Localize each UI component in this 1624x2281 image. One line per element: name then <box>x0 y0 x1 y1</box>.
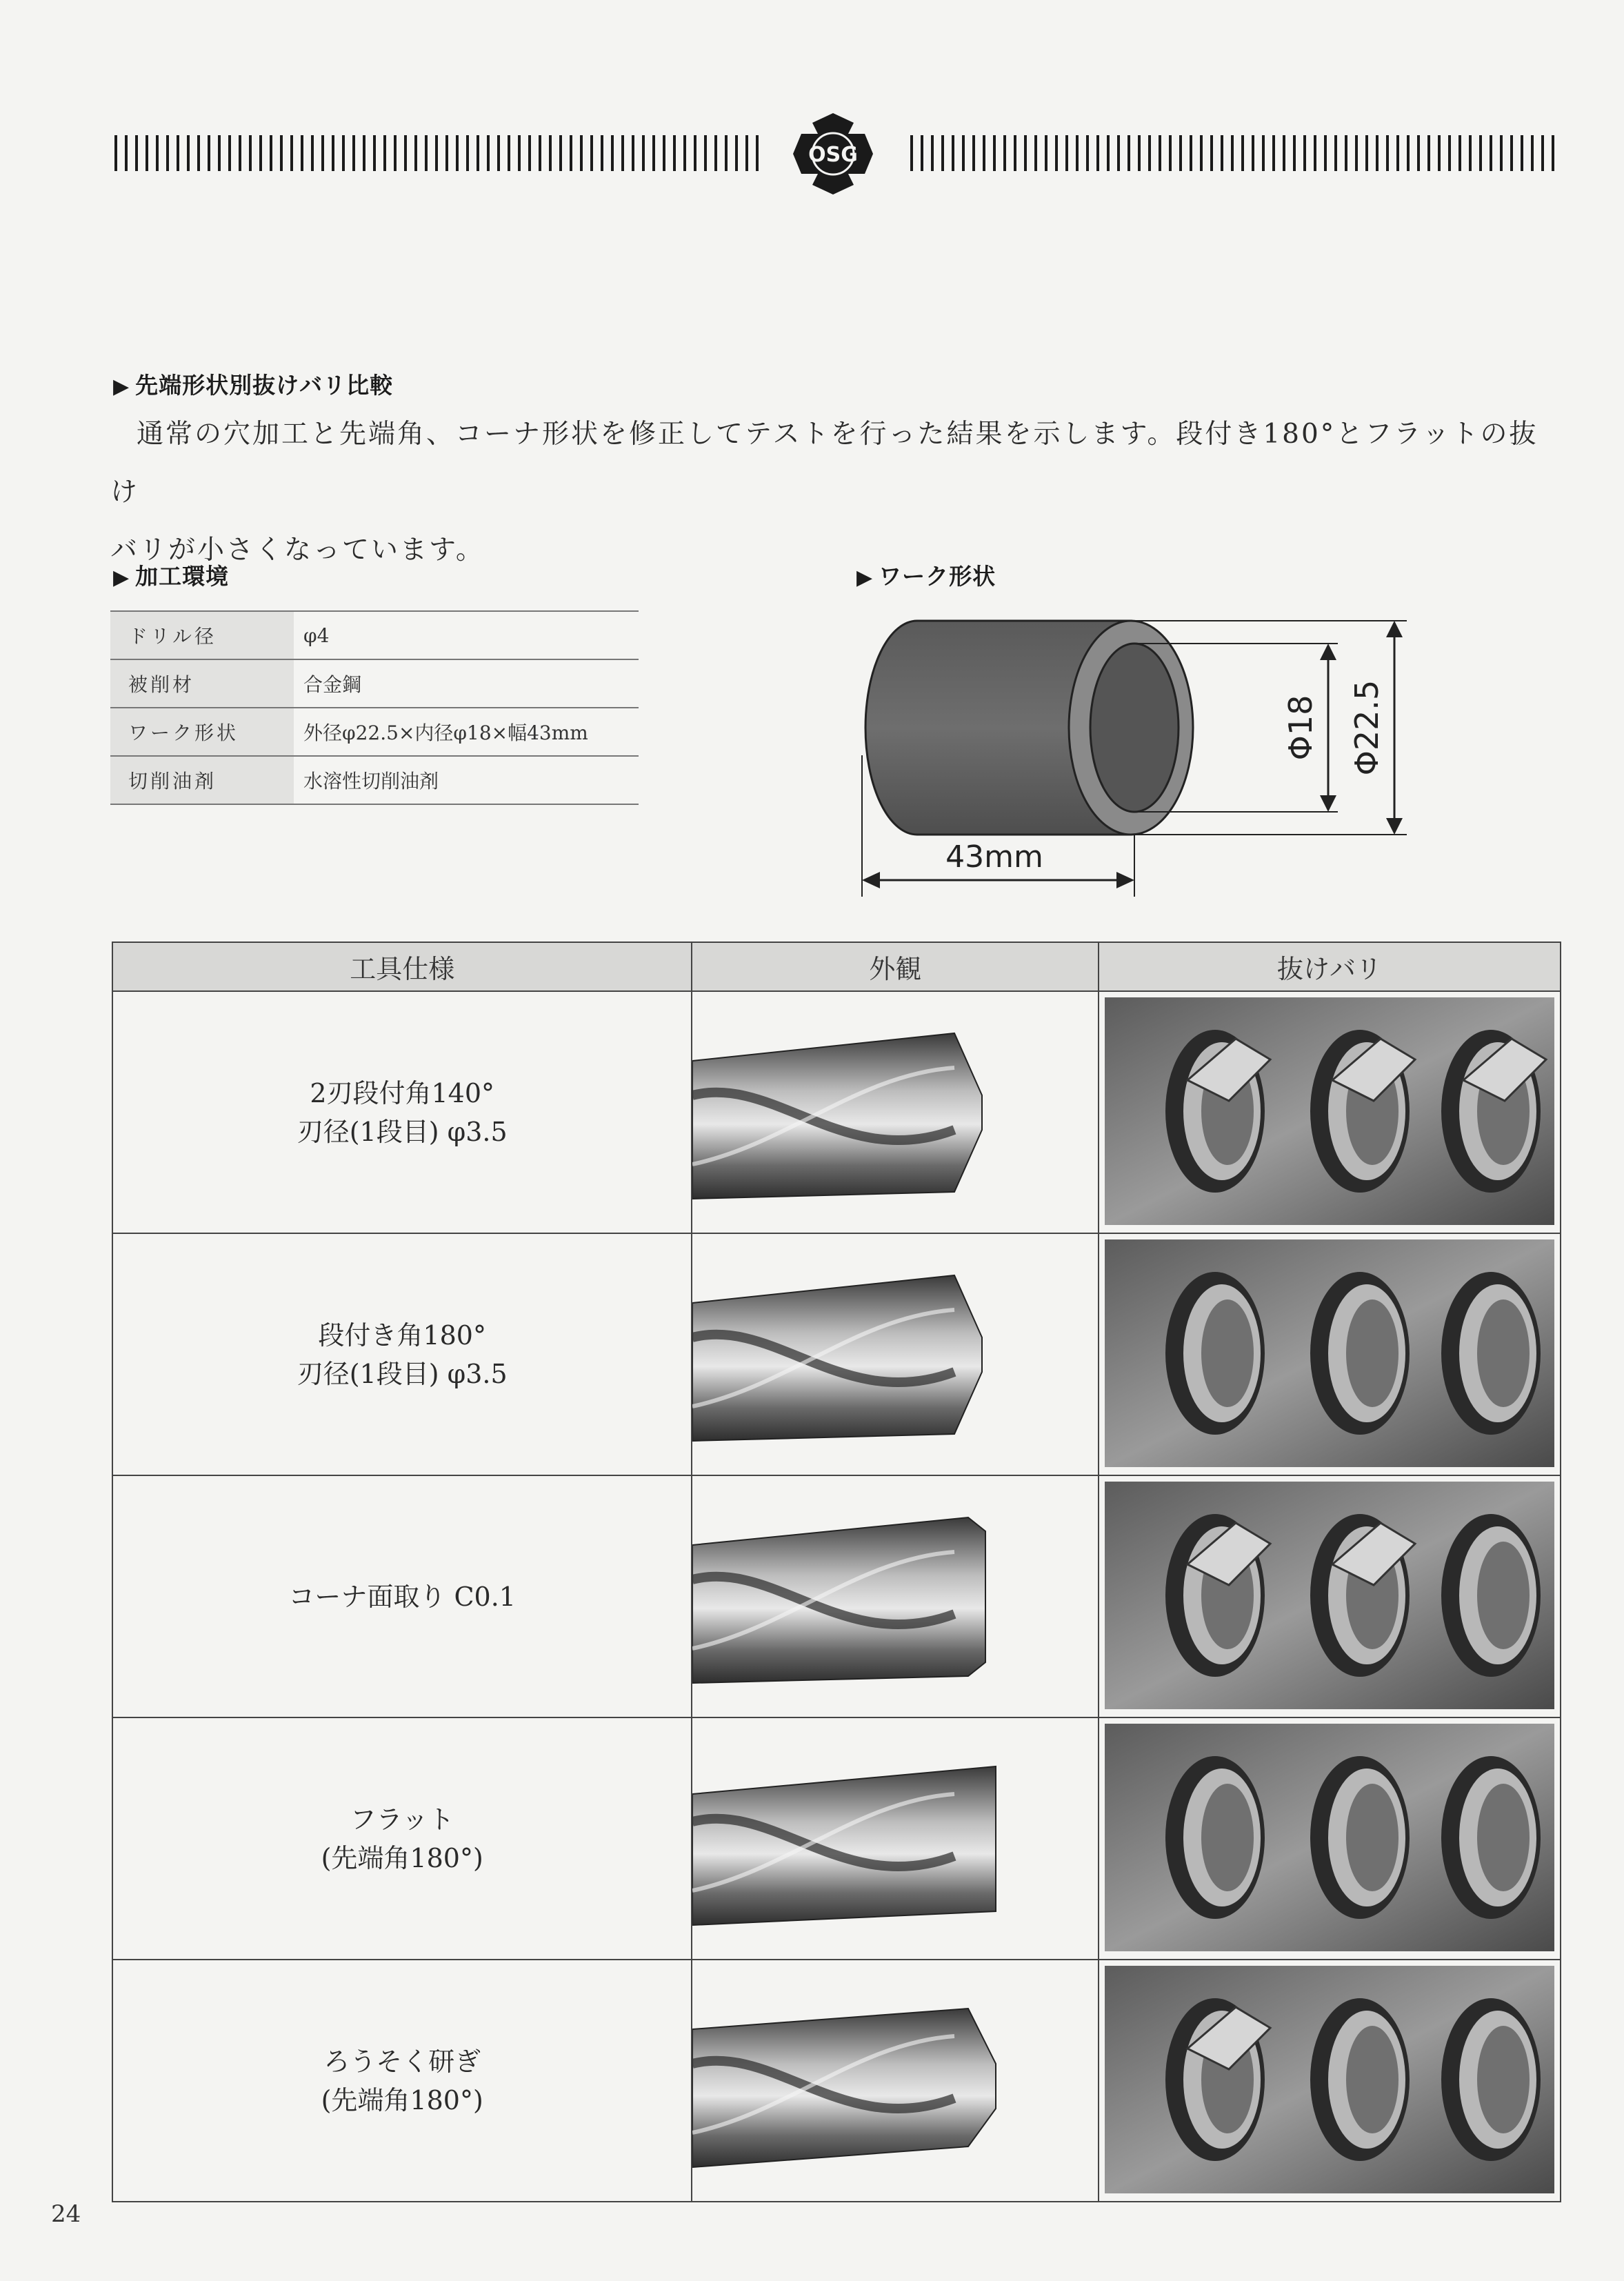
burr-photo <box>1099 1475 1561 1717</box>
drill-appearance-photo <box>692 1717 1099 1960</box>
triangle-icon: ▶ <box>113 566 130 590</box>
table-header-row <box>112 942 1561 991</box>
table-row <box>110 659 639 708</box>
env-key: ワーク形状 <box>110 708 294 756</box>
env-key: 切削油剤 <box>110 756 294 804</box>
spec-line-2: (先端角180°) <box>321 1842 483 1873</box>
drill-appearance-photo <box>692 1233 1099 1475</box>
inner-diameter-label: Φ18 <box>1282 695 1319 761</box>
table-row <box>112 1960 1561 2202</box>
burr-photo <box>1099 991 1561 1233</box>
burr-photo <box>1099 1960 1561 2202</box>
drill-image <box>692 1476 1096 1714</box>
tool-spec-cell <box>112 1960 692 2202</box>
drill-image <box>692 1718 1096 1956</box>
env-value: 外径φ22.5×内径φ18×幅43mm <box>294 708 639 756</box>
env-key: ドリル径 <box>110 611 294 659</box>
intro-line-1: 通常の穴加工と先端角、コーナ形状を修正してテストを行った結果を示します。段付き180°とフラットの抜け <box>110 419 1538 508</box>
table-row <box>112 1475 1561 1717</box>
intro-line-2: バリが小さくなっています。 <box>110 535 485 566</box>
burr-image <box>1105 1966 1554 2193</box>
outer-diameter-label: Φ22.5 <box>1348 679 1385 776</box>
env-value: 水溶性切削油剤 <box>294 756 639 804</box>
drill-image <box>692 1234 1096 1472</box>
spec-line-1: コーナ面取り C0.1 <box>288 1581 516 1612</box>
header-rule-right <box>910 135 1557 171</box>
comparison-table <box>112 942 1561 2202</box>
length-label: 43mm <box>945 839 1043 875</box>
burr-photo <box>1099 1717 1561 1960</box>
spec-line-1: 2刃段付角140° <box>310 1077 495 1108</box>
burr-image <box>1105 1724 1554 1951</box>
table-row <box>110 708 639 756</box>
table-row <box>112 1717 1561 1960</box>
burr-image <box>1105 1239 1554 1467</box>
drill-image <box>692 1960 1096 2198</box>
section-heading-environment: ▶ 加工環境 <box>113 563 230 590</box>
tool-spec-cell <box>112 1233 692 1475</box>
header-tool-spec: 工具仕様 <box>112 942 692 991</box>
spec-line-1: ろうそく研ぎ <box>323 2046 481 2077</box>
section-heading-burr-comparison: ▶ 先端形状別抜けバリ比較 <box>113 372 394 399</box>
tool-spec-cell <box>112 991 692 1233</box>
work-shape-diagram <box>855 607 1427 897</box>
spec-line-2: 刃径(1段目) φ3.5 <box>297 1358 508 1389</box>
intro-paragraph <box>110 406 1565 579</box>
section-heading-work-shape: ▶ ワーク形状 <box>856 563 996 590</box>
tool-spec-cell <box>112 1717 692 1960</box>
drill-appearance-photo <box>692 991 1099 1233</box>
env-key: 被削材 <box>110 659 294 708</box>
spec-line-1: 段付き角180° <box>318 1319 486 1351</box>
spec-line-2: 刃径(1段目) φ3.5 <box>297 1116 508 1147</box>
spec-line-2: (先端角180°) <box>321 2084 483 2115</box>
triangle-icon: ▶ <box>856 566 874 590</box>
header-appearance: 外観 <box>692 942 1099 991</box>
burr-image <box>1105 1482 1554 1709</box>
osg-logo <box>790 110 876 197</box>
drill-appearance-photo <box>692 1475 1099 1717</box>
drill-appearance-photo <box>692 1960 1099 2202</box>
burr-image <box>1105 997 1554 1225</box>
header-rule-left <box>114 135 760 171</box>
header-burr: 抜けバリ <box>1099 942 1561 991</box>
spec-line-1: フラット <box>350 1804 454 1835</box>
env-value: φ4 <box>294 611 639 659</box>
tool-spec-cell <box>112 1475 692 1717</box>
table-row <box>112 991 1561 1233</box>
burr-photo <box>1099 1233 1561 1475</box>
table-row <box>110 756 639 804</box>
table-row <box>112 1233 1561 1475</box>
environment-table <box>110 610 639 805</box>
env-value: 合金鋼 <box>294 659 639 708</box>
logo-text: OSG <box>808 143 858 167</box>
page-number: 24 <box>51 2200 81 2228</box>
table-row <box>110 611 639 659</box>
triangle-icon: ▶ <box>113 375 130 399</box>
drill-image <box>692 992 1096 1230</box>
